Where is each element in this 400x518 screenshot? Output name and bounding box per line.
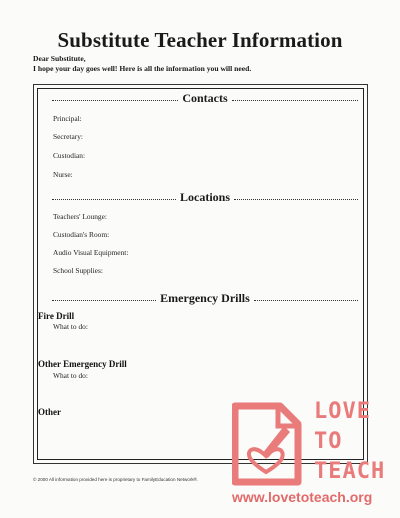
dotted-rule <box>52 199 176 200</box>
field-school-supplies: School Supplies: <box>53 266 103 275</box>
emergency-heading-label: Emergency Drills <box>160 291 250 305</box>
contacts-heading-label: Contacts <box>182 91 228 105</box>
logo-word-to: TO <box>314 429 343 454</box>
dotted-rule <box>234 199 358 200</box>
locations-heading <box>52 190 358 205</box>
locations-heading-label: Locations <box>180 190 231 204</box>
greeting-line-1: Dear Substitute, <box>33 54 86 63</box>
field-custodians-room: Custodian's Room: <box>53 230 110 239</box>
dotted-rule <box>232 100 358 101</box>
dotted-rule <box>52 300 156 301</box>
field-custodian: Custodian: <box>53 151 86 160</box>
field-secretary: Secretary: <box>53 132 83 141</box>
copyright-footer: © 2000 All information provided here is proprietary to FamilyEducation Network®. <box>33 477 199 482</box>
love-to-teach-logo-icon <box>232 398 306 486</box>
fire-drill-heading: Fire Drill <box>38 311 75 321</box>
other-drill-what-to-do: What to do: <box>53 371 88 380</box>
other-drill-heading: Other Emergency Drill <box>38 359 127 369</box>
field-nurse: Nurse: <box>53 170 73 179</box>
contacts-heading <box>52 91 358 106</box>
emergency-heading <box>52 291 358 306</box>
field-av-equipment: Audio Visual Equipment: <box>53 248 129 257</box>
dotted-rule <box>254 300 358 301</box>
page-title: Substitute Teacher Information <box>57 28 343 52</box>
fire-drill-what-to-do: What to do: <box>53 322 88 331</box>
field-principal: Principal: <box>53 114 82 123</box>
logo-word-teach: TEACH <box>314 459 386 484</box>
greeting-line-2: I hope your day goes well! Here is all the information you will need. <box>33 64 252 73</box>
other-heading: Other <box>38 407 61 417</box>
field-teachers-lounge: Teachers' Lounge: <box>53 212 107 221</box>
logo-url: www.lovetoteach.org <box>232 489 373 505</box>
dotted-rule <box>52 100 178 101</box>
logo-word-love: LOVE <box>314 399 371 424</box>
